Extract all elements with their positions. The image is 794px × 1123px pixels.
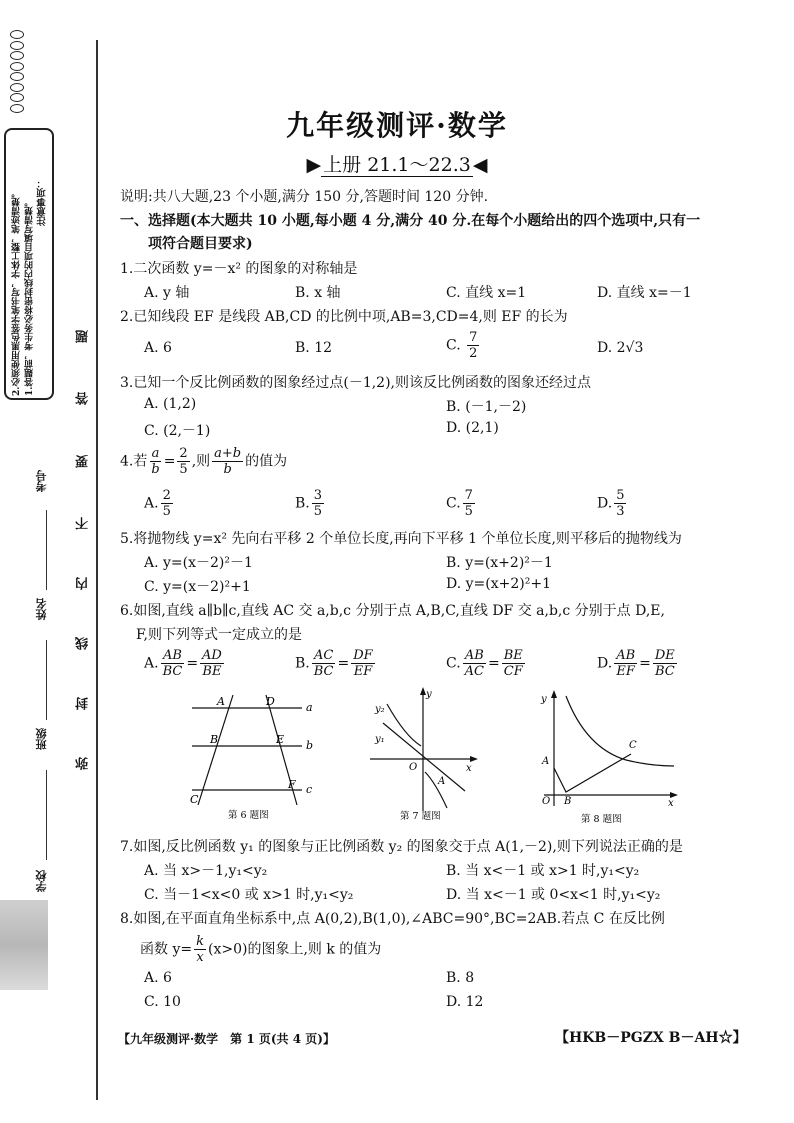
- fig7-label-y2: y₂: [375, 704, 385, 715]
- fig8-caption: 第 8 题图: [581, 814, 622, 823]
- q4-frac-ab: [149, 446, 161, 477]
- q7-option-c: C. 当－1<x<0 或 x>1 时,y₁<y₂: [144, 887, 354, 903]
- fig6-label-B: B: [210, 733, 219, 746]
- fig7-caption: 第 7 题图: [400, 811, 441, 821]
- q6-b-label: B.: [295, 655, 310, 672]
- q2-option-d: D. 2√3: [597, 340, 644, 356]
- seal-char: 题: [76, 330, 91, 343]
- q5-stem: 5.将抛物线 y=x² 先向右平移 2 个单位长度,再向下平移 1 个单位长度,则平移后的抛物线为: [120, 531, 682, 547]
- q7-option-b: B. 当 x<－1 或 x>1 时,y₁<y₂: [446, 863, 640, 879]
- figure-7: [365, 686, 480, 821]
- q6-stem-1: 6.如图,直线 a∥b∥c,直线 AC 交 a,b,c 分别于点 A,B,C,直线 DF 交 a,b,c 分别于点 D,E,: [120, 603, 665, 619]
- seal-char: 封: [76, 697, 91, 710]
- page-subtitle: ▶ 上册 21.1～22.3 ◀: [306, 154, 488, 176]
- q5-option-a: A. y=(x－2)²－1: [144, 555, 253, 571]
- seal-char: 内: [76, 577, 91, 590]
- q6-b-n2: DF: [353, 648, 373, 663]
- q6-d-n1: AB: [616, 648, 636, 663]
- figure-6: [180, 690, 320, 820]
- q6-b-frac1: [312, 648, 336, 679]
- q8-stem-2: [140, 934, 381, 965]
- fig6-label-F: F: [288, 778, 296, 791]
- intro-text: 说明:共八大题,23 个小题,满分 150 分,答题时间 120 分钟.: [120, 189, 489, 205]
- fig6-caption: 第 6 题图: [228, 810, 269, 820]
- q6-a-d1: BC: [162, 664, 183, 679]
- q1-option-b: B. x 轴: [295, 285, 341, 301]
- binding-hole: [10, 51, 24, 60]
- q4-suffix: 的值为: [245, 453, 288, 470]
- q6-a-label: A.: [144, 655, 159, 672]
- field-name: 姓名: [35, 598, 48, 620]
- q6-a-n2: AD: [202, 648, 222, 663]
- fig8-label-O: O: [542, 796, 551, 807]
- notice-title: 注意事项：: [37, 178, 48, 226]
- fig7-label-A: A: [438, 776, 446, 787]
- seal-char: 答: [76, 392, 91, 405]
- q6-c-d1: AC: [464, 664, 485, 679]
- fig8-hyperbola: [566, 696, 674, 766]
- q2-c-num: 7: [469, 330, 478, 345]
- q4-d1: b: [151, 462, 160, 477]
- figure-8: [536, 688, 681, 823]
- q4-d-n: 5: [616, 488, 625, 503]
- binding-holes: [10, 30, 26, 114]
- binding-hole: [10, 72, 24, 81]
- fig7-label-O: O: [409, 762, 418, 773]
- q3-stem: 3.已知一个反比例函数的图象经过点(－1,2),则该反比例函数的图象还经过点: [120, 375, 591, 391]
- q4-n1: a: [151, 446, 160, 461]
- fig7-label-y: y: [426, 689, 432, 700]
- q4-eq: =: [163, 453, 176, 470]
- fig6-label-A: A: [217, 695, 225, 708]
- q4-n3: a+b: [214, 446, 242, 461]
- q4-a-frac: [161, 488, 173, 519]
- q4-frac-25: [177, 446, 189, 477]
- q2-option-b: B. 12: [295, 340, 333, 356]
- binding-hole: [10, 83, 24, 92]
- q6-d-frac2: [653, 648, 677, 679]
- field-school: 学校: [35, 870, 48, 892]
- q8-stem-2b: (x>0)的图象上,则 k 的值为: [207, 941, 382, 958]
- fig7-label-x: x: [466, 763, 472, 774]
- binding-hole: [10, 30, 24, 39]
- q8-option-d: D. 12: [446, 994, 484, 1010]
- q4-option-c: [446, 488, 477, 519]
- q5-option-b: B. y=(x+2)²－1: [446, 555, 553, 571]
- field-line-name: [46, 640, 47, 720]
- q8-stem-2a: 函数 y=: [140, 941, 193, 958]
- q6-c-frac1: [463, 648, 486, 679]
- binding-hole: [10, 62, 24, 71]
- fig8-label-y: y: [541, 694, 547, 705]
- q2-option-a: A. 6: [144, 340, 172, 356]
- page-title: 九年级测评·数学: [286, 109, 508, 142]
- q6-a-d2: BE: [202, 664, 222, 679]
- q4-prefix: 4.若: [120, 453, 148, 470]
- fig6-label-b: b: [306, 739, 314, 752]
- fig7-label-y1: y₁: [375, 734, 385, 745]
- q6-c-d2: CF: [503, 664, 523, 679]
- q4-b-frac: [312, 488, 324, 519]
- q2-stem: 2.已知线段 EF 是线段 AB,CD 的比例中项,AB=3,CD=4,则 EF 的长为: [120, 309, 568, 325]
- field-class: 班级: [35, 728, 48, 750]
- redacted-area: [0, 900, 48, 990]
- seal-line: [96, 40, 98, 1100]
- q6-option-a: A. $\frac{AB}{BC}$ = $\frac{AD}{BE}$: [144, 648, 222, 679]
- notice-item-1: 1.答题前，考生务必将密封线内的项目填写清楚。: [25, 197, 35, 396]
- fig8-segments: [554, 754, 631, 792]
- q8-option-c: C. 10: [144, 994, 181, 1010]
- q4-d2: 5: [179, 462, 188, 477]
- seal-char: 弥: [76, 757, 91, 770]
- section-heading-1: 一、选择题(本大题共 10 小题,每小题 4 分,满分 40 分.在每个小题给出的四个选项中,只有一: [120, 213, 701, 229]
- q4-c-n: 7: [464, 488, 473, 503]
- footer-page-info: 【九年级测评·数学 第 1 页(共 4 页)】: [118, 1032, 335, 1046]
- q2-option-c: [446, 330, 481, 361]
- q6-option-b: B. $\frac{AC}{BC}$ = $\frac{DF}{EF}$: [295, 648, 373, 679]
- q1-option-c: C. 直线 x=1: [446, 285, 527, 301]
- q6-c-frac2: [502, 648, 525, 679]
- fig7-x-arrow: [470, 756, 478, 762]
- q6-b-d1: BC: [313, 664, 334, 679]
- field-line-class: [46, 770, 47, 860]
- q5-option-d: D. y=(x+2)²+1: [446, 576, 551, 592]
- q4-c-frac: [463, 488, 475, 519]
- q6-c-label: C.: [446, 655, 461, 672]
- q6-option-c: C. $\frac{AB}{AC}$ = $\frac{BE}{CF}$: [446, 648, 523, 679]
- q4-frac-apb: [212, 446, 243, 477]
- q4-b-label: B.: [295, 495, 310, 512]
- q4-b-n: 3: [313, 488, 323, 503]
- q4-option-a: [144, 488, 175, 519]
- q6-a-n1: AB: [162, 648, 182, 663]
- seal-char: 线: [76, 637, 91, 650]
- q4-c-d: 5: [464, 504, 473, 519]
- q8-frac-d: x: [196, 950, 204, 965]
- section-heading-2: 项符合题目要求): [148, 236, 253, 252]
- field-line-exam: [46, 510, 47, 590]
- q6-d-d1: EF: [616, 664, 635, 679]
- q2-c-fraction: [467, 330, 479, 361]
- q4-stem: [120, 446, 287, 477]
- q4-option-b: [295, 488, 326, 519]
- q7-option-d: D. 当 x<－1 或 0<x<1 时,y₁<y₂: [446, 887, 661, 903]
- q1-option-a: A. y 轴: [144, 285, 190, 301]
- q3-option-a: A. (1,2): [144, 396, 197, 412]
- fig6-label-E: E: [276, 733, 285, 746]
- q4-b-d: 5: [313, 504, 323, 519]
- q4-d-frac: [614, 488, 626, 519]
- seal-char: 要: [76, 455, 91, 468]
- q6-c-n1: AB: [464, 648, 484, 663]
- q4-c-label: C.: [446, 495, 461, 512]
- fig6-line-ac: [198, 695, 233, 805]
- binding-hole: [10, 41, 24, 50]
- q4-option-d: [597, 488, 628, 519]
- q5-option-c: C. y=(x－2)²+1: [144, 579, 251, 595]
- q4-a-label: A.: [144, 495, 159, 512]
- q6-d-n2: DE: [654, 648, 675, 663]
- q4-d-label: D.: [597, 495, 613, 512]
- q4-then: ,则: [191, 453, 211, 470]
- fig8-label-C: C: [629, 740, 637, 751]
- q6-c-n2: BE: [503, 648, 523, 663]
- q4-d-d: 3: [616, 504, 625, 519]
- subtitle-text: 上册 21.1～22.3: [323, 154, 471, 176]
- q2-c-den: 2: [469, 346, 478, 361]
- q1-option-d: D. 直线 x=－1: [597, 285, 692, 301]
- fig8-y-arrow: [551, 690, 557, 698]
- q3-option-c: C. (2,－1): [144, 423, 211, 439]
- q6-b-d2: EF: [353, 664, 373, 679]
- q6-b-n1: AC: [313, 648, 334, 663]
- fig6-label-C: C: [190, 793, 199, 806]
- q4-d3: b: [223, 462, 232, 477]
- fig6-label-D: D: [266, 695, 275, 708]
- q3-option-b: B. (－1,－2): [446, 399, 527, 415]
- q6-a-frac2: [200, 648, 224, 679]
- fig6-label-a: a: [306, 701, 313, 714]
- notice-item-2: 2.必须使用黑色签字笔书写，字体工整，笔迹清楚。: [12, 188, 22, 396]
- q4-n2: 2: [179, 446, 188, 461]
- fig8-label-x: x: [668, 798, 674, 809]
- q4-a-d: 5: [162, 504, 171, 519]
- q2-c-label: C.: [446, 337, 461, 354]
- q4-a-n: 2: [162, 488, 171, 503]
- fig8-label-B: B: [564, 796, 572, 807]
- fig7-y2-line: [383, 723, 465, 791]
- q7-stem: 7.如图,反比例函数 y₁ 的图象与正比例函数 y₂ 的图象交于点 A(1,－2),则下列说法正确的是: [120, 839, 683, 855]
- q7-option-a: A. 当 x>－1,y₁<y₂: [144, 863, 268, 879]
- q6-option-d: D. $\frac{AB}{EF}$ = $\frac{DE}{BC}$: [597, 648, 675, 679]
- q6-d-frac1: [614, 648, 637, 679]
- binding-hole: [10, 93, 24, 102]
- q1-stem: 1.二次函数 y=－x² 的图象的对称轴是: [120, 261, 358, 277]
- field-exam-no: 考号: [35, 470, 48, 492]
- q6-d-d2: BC: [654, 664, 675, 679]
- q6-b-frac2: [351, 648, 374, 679]
- fig6-label-c: c: [306, 783, 313, 796]
- q8-option-a: A. 6: [144, 970, 172, 986]
- seal-char: 不: [76, 517, 91, 530]
- footer-code: 【HKB－PGZX B－AH☆】: [555, 1030, 747, 1046]
- q8-frac: [194, 934, 206, 965]
- q6-a-frac1: [161, 648, 185, 679]
- q8-option-b: B. 8: [446, 970, 475, 986]
- q3-option-d: D. (2,1): [446, 420, 499, 436]
- q6-d-label: D.: [597, 655, 613, 672]
- q8-frac-n: k: [196, 934, 204, 949]
- q8-stem-1: 8.如图,在平面直角坐标系中,点 A(0,2),B(1,0),∠ABC=90°,BC=2AB.若点 C 在反比例: [120, 911, 665, 927]
- q6-stem-2: F,则下列等式一定成立的是: [136, 627, 302, 643]
- fig8-label-A: A: [542, 756, 550, 767]
